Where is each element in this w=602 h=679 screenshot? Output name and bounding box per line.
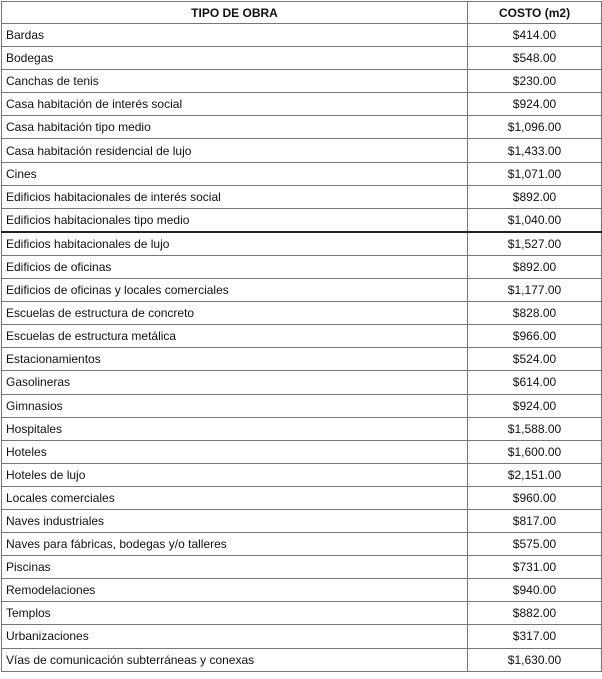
table-row [2,509,602,532]
table-row [2,325,602,348]
table-row [2,394,602,417]
table-row [2,648,602,671]
table-row [2,371,602,394]
table-row [2,232,602,256]
row-cost-cell: $2,151.00 [468,463,602,486]
row-type-cell: Naves industriales [2,509,468,532]
row-type-cell: Escuelas de estructura de concreto [2,302,468,325]
table-row [2,208,602,232]
row-cost-cell: $940.00 [468,579,602,602]
row-cost-cell: $731.00 [468,556,602,579]
row-type-cell: Remodelaciones [2,579,468,602]
table-row [2,24,602,47]
table-row [2,417,602,440]
row-cost-cell: $1,096.00 [468,116,602,139]
header-tipo-de-obra: TIPO DE OBRA [2,2,468,24]
table-row [2,139,602,162]
table-row [2,533,602,556]
row-type-cell: Escuelas de estructura metálica [2,325,468,348]
row-type-cell: Hospitales [2,417,468,440]
table-row [2,625,602,648]
row-type-cell: Cines [2,162,468,185]
table-row [2,185,602,208]
row-type-cell: Locales comerciales [2,486,468,509]
table-row [2,602,602,625]
cost-table [1,1,602,672]
table-row [2,162,602,185]
header-row [2,2,602,24]
table-row [2,463,602,486]
row-cost-cell: $414.00 [468,24,602,47]
table-row [2,255,602,278]
row-cost-cell: $1,588.00 [468,417,602,440]
row-type-cell: Naves para fábricas, bodegas y/o talleres [2,533,468,556]
row-type-cell: Piscinas [2,556,468,579]
row-cost-cell: $828.00 [468,302,602,325]
table-row [2,440,602,463]
row-cost-cell: $1,527.00 [468,232,602,256]
row-type-cell: Vías de comunicación subterráneas y conexas [2,648,468,671]
row-type-cell: Edificios habitacionales tipo medio [2,208,468,232]
row-cost-cell: $966.00 [468,325,602,348]
row-type-cell: Hoteles de lujo [2,463,468,486]
row-cost-cell: $575.00 [468,533,602,556]
table-row [2,348,602,371]
table-row [2,579,602,602]
table-row [2,486,602,509]
row-cost-cell: $524.00 [468,348,602,371]
row-type-cell: Edificios habitacionales de interés social [2,185,468,208]
row-cost-cell: $1,600.00 [468,440,602,463]
row-type-cell: Canchas de tenis [2,70,468,93]
row-type-cell: Urbanizaciones [2,625,468,648]
table-row [2,70,602,93]
row-cost-cell: $548.00 [468,47,602,70]
row-type-cell: Edificios habitacionales de lujo [2,232,468,256]
row-cost-cell: $882.00 [468,602,602,625]
row-cost-cell: $230.00 [468,70,602,93]
row-type-cell: Estacionamientos [2,348,468,371]
table-row [2,93,602,116]
row-cost-cell: $892.00 [468,255,602,278]
row-type-cell: Bardas [2,24,468,47]
row-type-cell: Casa habitación tipo medio [2,116,468,139]
row-cost-cell: $960.00 [468,486,602,509]
row-cost-cell: $892.00 [468,185,602,208]
table-row [2,556,602,579]
row-cost-cell: $924.00 [468,394,602,417]
table-row [2,116,602,139]
table-row [2,279,602,302]
row-cost-cell: $1,433.00 [468,139,602,162]
row-cost-cell: $1,177.00 [468,279,602,302]
row-type-cell: Gasolineras [2,371,468,394]
row-cost-cell: $817.00 [468,509,602,532]
row-type-cell: Gimnasios [2,394,468,417]
row-type-cell: Casa habitación residencial de lujo [2,139,468,162]
row-type-cell: Templos [2,602,468,625]
row-cost-cell: $1,071.00 [468,162,602,185]
row-type-cell: Edificios de oficinas y locales comerciales [2,279,468,302]
table-row [2,302,602,325]
row-cost-cell: $317.00 [468,625,602,648]
row-type-cell: Edificios de oficinas [2,255,468,278]
table-row [2,47,602,70]
row-type-cell: Bodegas [2,47,468,70]
row-type-cell: Hoteles [2,440,468,463]
row-type-cell: Casa habitación de interés social [2,93,468,116]
row-cost-cell: $1,630.00 [468,648,602,671]
row-cost-cell: $924.00 [468,93,602,116]
header-costo: COSTO (m2) [468,2,602,24]
row-cost-cell: $1,040.00 [468,208,602,232]
row-cost-cell: $614.00 [468,371,602,394]
